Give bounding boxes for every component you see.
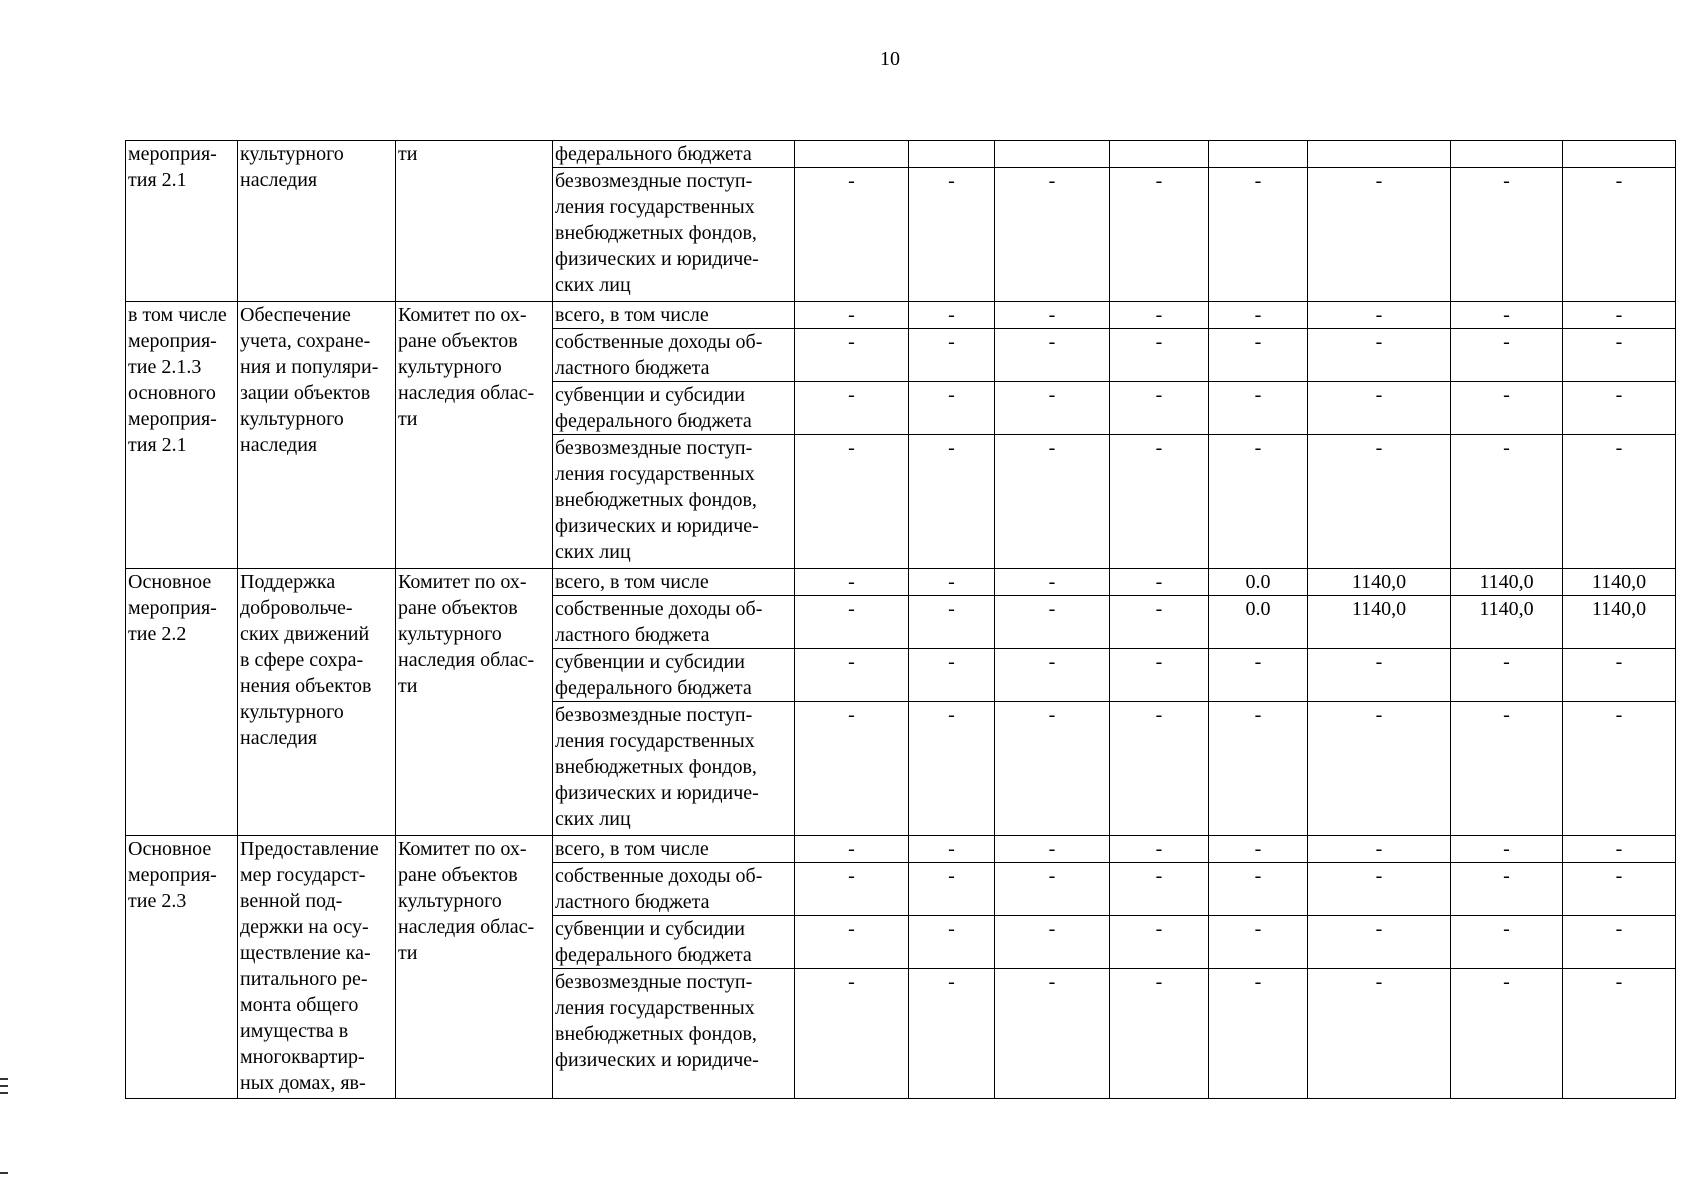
cell-value: [995, 836, 1110, 863]
cell-value: [995, 329, 1110, 382]
cell-value: [909, 702, 995, 836]
cell-status: мероприя- тия 2.1: [126, 141, 238, 302]
cell-value: [795, 596, 909, 649]
cell-value: [1451, 836, 1563, 863]
cell-value: [1563, 382, 1676, 435]
cell-value-text: -: [1155, 651, 1163, 673]
cell-value: [1451, 969, 1563, 1099]
cell-value-text: -: [1048, 170, 1056, 192]
cell-value: [795, 329, 909, 382]
cell-value-text: -: [948, 571, 955, 593]
cell-value: [1308, 969, 1451, 1099]
cell-status: Основное мероприя- тие 2.3: [126, 836, 238, 1099]
cell-value-text: -: [948, 838, 955, 860]
cell-value-text: -: [1375, 838, 1383, 860]
cell-value-text: -: [848, 971, 855, 993]
cell-value-text: -: [1254, 170, 1262, 192]
cell-value-text: -: [1155, 170, 1163, 192]
cell-value: [1308, 435, 1451, 569]
cell-value: [1110, 649, 1209, 702]
cell-value-text: -: [1155, 838, 1163, 860]
cell-source: безвозмездные поступ- ления государственных внебюджетных фондов, физических и юридиче- ских лиц: [553, 168, 795, 302]
cell-value-text: -: [948, 865, 955, 887]
cell-value: [1110, 141, 1209, 168]
cell-source: федерального бюджета: [553, 141, 795, 168]
cell-value-text: -: [1615, 304, 1623, 326]
cell-value: [1308, 836, 1451, 863]
cell-value: [1308, 863, 1451, 916]
cell-value: [995, 649, 1110, 702]
cell-value-text: -: [848, 865, 855, 887]
cell-executor: Комитет по ох- ране объектов культурного наследия облас- ти: [396, 302, 553, 569]
cell-value-text: -: [1375, 437, 1383, 459]
cell-value-text: -: [1503, 437, 1510, 459]
cell-value-text: -: [948, 651, 955, 673]
cell-value: [1209, 302, 1308, 329]
cell-source: всего, в том числе: [553, 302, 795, 329]
cell-value-text: -: [948, 437, 955, 459]
cell-value: [1563, 168, 1676, 302]
cell-value: [995, 969, 1110, 1099]
cell-value: [1110, 435, 1209, 569]
cell-value: [1563, 863, 1676, 916]
cell-value-text: 0.0: [1245, 598, 1271, 620]
cell-value-text: -: [1615, 170, 1623, 192]
cell-value-text: -: [948, 918, 955, 940]
cell-value-text: -: [948, 170, 955, 192]
cell-value: [1209, 141, 1308, 168]
cell-value: [795, 435, 909, 569]
cell-value-text: -: [948, 304, 955, 326]
cell-status: Основное мероприя- тие 2.2: [126, 569, 238, 836]
cell-value-text: -: [1615, 651, 1623, 673]
cell-value: [995, 382, 1110, 435]
cell-value-text: -: [848, 384, 855, 406]
cell-value: [1308, 382, 1451, 435]
cell-value-text: -: [948, 384, 955, 406]
cell-value: [1110, 836, 1209, 863]
cell-value-text: -: [1375, 384, 1383, 406]
cell-value-text: -: [1375, 651, 1383, 673]
cell-value-text: -: [1254, 651, 1262, 673]
cell-value: [1209, 168, 1308, 302]
cell-value: [1451, 702, 1563, 836]
cell-value-text: -: [1048, 838, 1056, 860]
cell-value-text: -: [1615, 971, 1623, 993]
cell-value-text: -: [1048, 437, 1056, 459]
cell-value: [1110, 329, 1209, 382]
cell-value: [795, 836, 909, 863]
cell-value-text: 1140,0: [1351, 598, 1407, 620]
cell-value: [1308, 329, 1451, 382]
cell-value: [1209, 916, 1308, 969]
cell-value: [995, 435, 1110, 569]
cell-value: [909, 863, 995, 916]
cell-value-text: -: [848, 437, 855, 459]
cell-name: Предоставление мер государст- венной под- держки на осу- ществление ка- питального ре- монта общего имущества в многоквартир- ных домах, яв-: [238, 836, 396, 1099]
cell-value-text: 1140,0: [1479, 598, 1534, 620]
cell-value: [1451, 649, 1563, 702]
cell-value-text: -: [848, 598, 855, 620]
cell-value-text: -: [948, 704, 955, 726]
cell-value: [1563, 141, 1676, 168]
cell-value: [1563, 969, 1676, 1099]
cell-value-text: -: [1615, 384, 1623, 406]
cell-value: [909, 329, 995, 382]
cell-value: [909, 649, 995, 702]
cell-status: в том числе мероприя- тие 2.1.3 основного мероприя- тия 2.1: [126, 302, 238, 569]
cell-value-text: -: [1155, 971, 1163, 993]
cell-value: [1563, 836, 1676, 863]
cell-value: [995, 596, 1110, 649]
cell-value-text: -: [1615, 838, 1623, 860]
scan-mark: [0, 1078, 8, 1080]
cell-executor: Комитет по ох- ране объектов культурного наследия облас- ти: [396, 569, 553, 836]
cell-value-text: -: [1254, 918, 1262, 940]
cell-value-text: -: [1615, 331, 1623, 353]
cell-value: [1110, 863, 1209, 916]
cell-value: [1209, 863, 1308, 916]
cell-value-text: -: [1254, 704, 1262, 726]
cell-source: собственные доходы об- ластного бюджета: [553, 329, 795, 382]
cell-value-text: -: [1048, 704, 1056, 726]
cell-value-text: -: [1503, 331, 1510, 353]
cell-value: [1451, 141, 1563, 168]
cell-value-text: -: [1375, 304, 1383, 326]
cell-source: безвозмездные поступ- ления государственных внебюджетных фондов, физических и юридиче- ских лиц: [553, 702, 795, 836]
cell-value: [1110, 702, 1209, 836]
cell-value-text: 1140,0: [1591, 598, 1647, 620]
cell-value: [909, 382, 995, 435]
cell-value: [1563, 649, 1676, 702]
cell-value-text: -: [848, 170, 855, 192]
cell-value-text: -: [1615, 704, 1623, 726]
cell-value: [1110, 596, 1209, 649]
cell-source: собственные доходы об- ластного бюджета: [553, 863, 795, 916]
cell-value: [1563, 329, 1676, 382]
cell-value: [1451, 596, 1563, 649]
cell-value: [1308, 596, 1451, 649]
scan-mark: [0, 1085, 8, 1087]
cell-value: [1110, 382, 1209, 435]
cell-value-text: -: [1503, 865, 1510, 887]
cell-value-text: -: [948, 331, 955, 353]
cell-value: [1209, 382, 1308, 435]
cell-value: [795, 141, 909, 168]
cell-value: [1451, 302, 1563, 329]
cell-value-text: -: [1048, 865, 1056, 887]
cell-value: [795, 702, 909, 836]
cell-name: Обеспечение учета, сохране- ния и популяри- зации объектов культурного наследия: [238, 302, 396, 569]
cell-value: [795, 569, 909, 596]
cell-value: [1209, 649, 1308, 702]
cell-executor: ти: [396, 141, 553, 302]
cell-value: [995, 863, 1110, 916]
cell-value: [909, 435, 995, 569]
cell-value-text: -: [1615, 437, 1623, 459]
cell-value: [1451, 168, 1563, 302]
cell-value: [1451, 382, 1563, 435]
cell-value: [795, 969, 909, 1099]
cell-value: [1308, 569, 1451, 596]
cell-value-text: -: [1375, 971, 1383, 993]
budget-table: [125, 140, 1676, 1099]
cell-value: [995, 702, 1110, 836]
cell-value-text: -: [1254, 331, 1262, 353]
cell-value-text: -: [1048, 384, 1056, 406]
cell-value: [1110, 969, 1209, 1099]
cell-value-text: -: [1375, 918, 1383, 940]
cell-value: [995, 141, 1110, 168]
cell-source: безвозмездные поступ- ления государственных внебюджетных фондов, физических и юридиче-: [553, 969, 795, 1099]
cell-value: [909, 596, 995, 649]
cell-value: [795, 302, 909, 329]
cell-value-text: -: [1503, 170, 1510, 192]
cell-source: всего, в том числе: [553, 569, 795, 596]
cell-value-text: -: [848, 571, 855, 593]
cell-value: [909, 141, 995, 168]
cell-value-text: -: [1155, 571, 1163, 593]
cell-value-text: -: [1503, 384, 1510, 406]
cell-value-text: -: [1155, 384, 1163, 406]
cell-value-text: 1140,0: [1591, 571, 1647, 593]
cell-source: собственные доходы об- ластного бюджета: [553, 596, 795, 649]
table-row: [126, 836, 1676, 863]
cell-value: [995, 302, 1110, 329]
cell-value: [1308, 302, 1451, 329]
cell-value-text: -: [1254, 971, 1262, 993]
cell-source: субвенции и субсидии федерального бюджета: [553, 649, 795, 702]
cell-value: [1308, 649, 1451, 702]
cell-value-text: -: [848, 838, 855, 860]
table-row: [126, 302, 1676, 329]
cell-value-text: -: [1048, 598, 1056, 620]
cell-value-text: -: [1615, 918, 1623, 940]
table-row: [126, 569, 1676, 596]
cell-name: Поддержка добровольче- ских движений в сфере сохра- нения объектов культурного наследия: [238, 569, 396, 836]
cell-value: [1563, 916, 1676, 969]
cell-value-text: -: [1375, 331, 1383, 353]
cell-value: [795, 649, 909, 702]
cell-value-text: -: [1155, 437, 1163, 459]
cell-value: [909, 969, 995, 1099]
cell-value-text: -: [1254, 838, 1262, 860]
cell-value: [1209, 569, 1308, 596]
cell-value-text: -: [1048, 571, 1056, 593]
cell-value-text: -: [948, 598, 955, 620]
cell-value-text: -: [1048, 304, 1056, 326]
cell-value: [909, 916, 995, 969]
cell-value: [1209, 702, 1308, 836]
cell-value: [795, 863, 909, 916]
cell-value-text: -: [1254, 865, 1262, 887]
cell-value-text: 1140,0: [1479, 571, 1534, 593]
cell-value-text: -: [1615, 865, 1623, 887]
cell-value: [1308, 141, 1451, 168]
cell-value-text: -: [1503, 971, 1510, 993]
cell-value: [1110, 168, 1209, 302]
cell-value: [909, 168, 995, 302]
cell-value: [1563, 596, 1676, 649]
cell-value: [1209, 969, 1308, 1099]
cell-value: [1308, 702, 1451, 836]
cell-value: [1563, 702, 1676, 836]
scan-mark: [0, 1092, 8, 1094]
cell-value-text: -: [1375, 704, 1383, 726]
cell-value-text: -: [1155, 598, 1163, 620]
cell-value-text: -: [1155, 304, 1163, 326]
cell-value: [1110, 569, 1209, 596]
cell-value: [795, 168, 909, 302]
cell-value: [909, 569, 995, 596]
cell-value: [1308, 916, 1451, 969]
cell-value-text: -: [1254, 384, 1262, 406]
cell-value-text: -: [848, 304, 855, 326]
cell-source: безвозмездные поступ- ления государственных внебюджетных фондов, физических и юридиче- ских лиц: [553, 435, 795, 569]
cell-value: [1209, 596, 1308, 649]
cell-value: [1451, 916, 1563, 969]
cell-source: субвенции и субсидии федерального бюджета: [553, 916, 795, 969]
cell-value: [795, 382, 909, 435]
cell-value-text: -: [1155, 918, 1163, 940]
cell-value: [1563, 569, 1676, 596]
cell-value: [1110, 302, 1209, 329]
cell-value: [1451, 435, 1563, 569]
cell-value: [995, 168, 1110, 302]
cell-value-text: -: [1254, 437, 1262, 459]
cell-value-text: -: [1503, 304, 1510, 326]
cell-value: [1563, 302, 1676, 329]
cell-value-text: 0.0: [1245, 571, 1271, 593]
cell-value: [1209, 435, 1308, 569]
cell-value-text: -: [1048, 971, 1056, 993]
cell-value: [1563, 435, 1676, 569]
cell-value-text: -: [1048, 651, 1056, 673]
cell-source: всего, в том числе: [553, 836, 795, 863]
cell-value-text: -: [1155, 704, 1163, 726]
cell-value: [1308, 168, 1451, 302]
cell-name: культурного наследия: [238, 141, 396, 302]
cell-value: [795, 916, 909, 969]
cell-value: [909, 302, 995, 329]
cell-value-text: -: [1503, 704, 1510, 726]
cell-value: [1451, 863, 1563, 916]
cell-value-text: -: [1503, 651, 1510, 673]
cell-value-text: -: [848, 704, 855, 726]
cell-value-text: -: [848, 331, 855, 353]
cell-value: [1209, 836, 1308, 863]
cell-value-text: -: [1155, 331, 1163, 353]
cell-value: [995, 916, 1110, 969]
cell-value: [909, 836, 995, 863]
cell-value-text: -: [848, 651, 855, 673]
cell-value-text: -: [1503, 838, 1510, 860]
table-row: [126, 141, 1676, 168]
cell-value: [1110, 916, 1209, 969]
cell-value-text: -: [948, 971, 955, 993]
cell-value-text: -: [1254, 304, 1262, 326]
cell-value-text: -: [1048, 918, 1056, 940]
cell-executor: Комитет по ох- ране объектов культурного наследия облас- ти: [396, 836, 553, 1099]
cell-value-text: -: [848, 918, 855, 940]
cell-value: [1209, 329, 1308, 382]
cell-value-text: 1140,0: [1351, 571, 1407, 593]
cell-value: [1451, 569, 1563, 596]
cell-value-text: -: [1375, 170, 1383, 192]
cell-value-text: -: [1503, 918, 1510, 940]
cell-value-text: -: [1375, 865, 1383, 887]
cell-source: субвенции и субсидии федерального бюджета: [553, 382, 795, 435]
cell-value: [995, 569, 1110, 596]
page-number: 10: [880, 48, 900, 70]
cell-value: [1451, 329, 1563, 382]
scan-mark: [0, 1172, 8, 1174]
cell-value-text: -: [1155, 865, 1163, 887]
cell-value-text: -: [1048, 331, 1056, 353]
